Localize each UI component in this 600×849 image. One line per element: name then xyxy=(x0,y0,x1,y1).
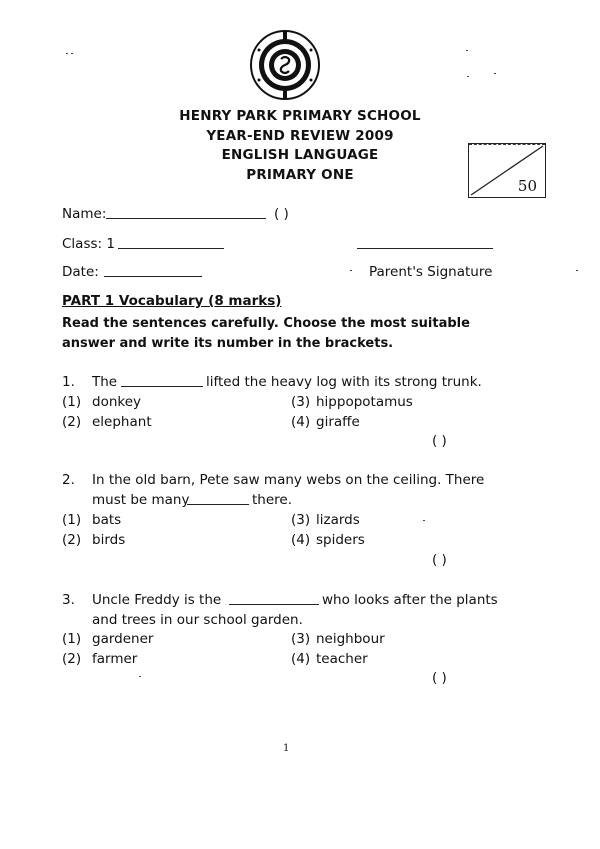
name-label: Name: xyxy=(62,206,107,222)
answer-blank xyxy=(121,386,203,387)
exam-title: YEAR-END REVIEW 2009 xyxy=(206,127,394,144)
scan-speck xyxy=(71,53,73,54)
name-field[interactable] xyxy=(106,218,266,219)
option-text: elephant xyxy=(92,414,152,430)
score-box xyxy=(468,143,546,198)
scan-speck xyxy=(423,520,425,521)
option-number: (3) xyxy=(291,394,311,410)
option-number: (1) xyxy=(62,631,82,647)
option-number: (3) xyxy=(291,512,311,528)
date-field[interactable] xyxy=(104,276,202,277)
question-text: In the old barn, Pete saw many webs on the ceiling. There xyxy=(92,472,485,488)
option-number: (4) xyxy=(291,414,311,430)
instruction-line-1: Read the sentences carefully. Choose the most suitable xyxy=(62,316,470,331)
option-text: giraffe xyxy=(316,414,360,430)
question-text: there. xyxy=(252,492,293,508)
score-total: 50 xyxy=(517,177,537,195)
name-register-brackets: ( ) xyxy=(274,206,289,222)
question-number: 2. xyxy=(62,472,75,488)
question-text: Uncle Freddy is the xyxy=(92,592,222,608)
option-number: (2) xyxy=(62,414,82,430)
school-logo xyxy=(241,28,329,102)
date-label: Date: xyxy=(62,264,99,280)
scan-speck xyxy=(467,76,469,77)
part1-title: PART 1 Vocabulary (8 marks) xyxy=(62,293,282,309)
option-text: gardener xyxy=(92,631,154,647)
class-field[interactable] xyxy=(118,248,224,249)
question-text: lifted the heavy log with its strong trunk. xyxy=(206,374,482,390)
subject-title: ENGLISH LANGUAGE xyxy=(221,147,379,163)
option-number: (3) xyxy=(291,631,311,647)
scan-speck xyxy=(576,270,578,271)
answer-brackets[interactable]: ( ) xyxy=(432,670,447,686)
option-number: (1) xyxy=(62,512,82,528)
question-number: 1. xyxy=(62,374,75,390)
option-number: (4) xyxy=(291,532,311,548)
option-text: bats xyxy=(92,512,122,528)
scan-speck xyxy=(66,53,68,54)
answer-blank xyxy=(187,504,249,505)
parent-signature-field[interactable] xyxy=(357,248,493,249)
option-text: donkey xyxy=(92,394,142,410)
answer-blank xyxy=(229,604,319,605)
option-text: hippopotamus xyxy=(316,394,413,410)
parent-signature-label: Parent's Signature xyxy=(369,264,493,280)
option-number: (2) xyxy=(62,532,82,548)
answer-brackets[interactable]: ( ) xyxy=(432,552,447,568)
question-text: The xyxy=(92,374,118,390)
question-text: must be many xyxy=(92,492,190,508)
option-number: (4) xyxy=(291,651,311,667)
option-text: teacher xyxy=(316,651,368,667)
option-number: (1) xyxy=(62,394,82,410)
scan-speck xyxy=(139,676,141,677)
class-label: Class: 1 xyxy=(62,236,115,252)
scan-speck xyxy=(350,270,352,271)
page-number: 1 xyxy=(283,743,290,754)
scan-speck xyxy=(466,50,468,51)
question-text: and trees in our school garden. xyxy=(92,612,303,628)
option-text: neighbour xyxy=(316,631,385,647)
option-number: (2) xyxy=(62,651,82,667)
question-text: who looks after the plants xyxy=(322,592,498,608)
scan-speck xyxy=(494,73,496,74)
question-number: 3. xyxy=(62,592,75,608)
school-name: HENRY PARK PRIMARY SCHOOL xyxy=(179,108,421,124)
option-text: lizards xyxy=(316,512,360,528)
option-text: farmer xyxy=(92,651,138,667)
option-text: birds xyxy=(92,532,126,548)
instruction-line-2: answer and write its number in the brackets. xyxy=(62,336,394,351)
answer-brackets[interactable]: ( ) xyxy=(432,433,447,449)
option-text: spiders xyxy=(316,532,365,548)
level-title: PRIMARY ONE xyxy=(246,166,354,183)
